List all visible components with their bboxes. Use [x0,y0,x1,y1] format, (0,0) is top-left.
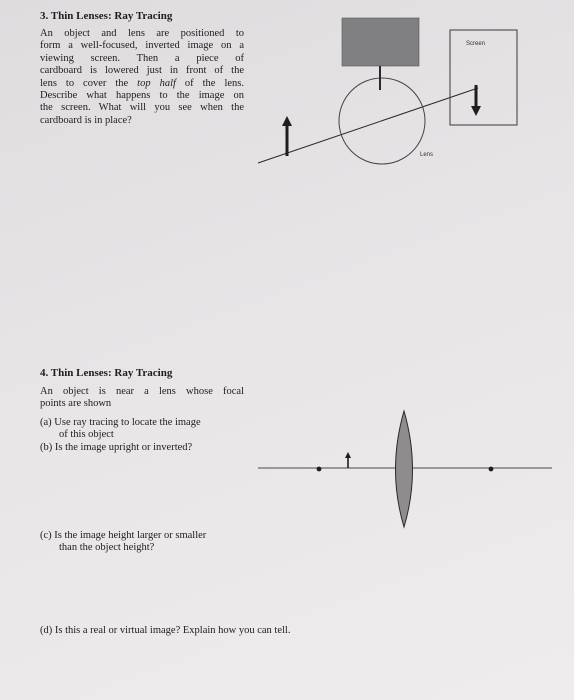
q4-c-line: than the object height? [59,542,155,554]
q3-line: form a well-focused, inverted image on a [40,40,244,52]
q4-title: 4. Thin Lenses: Ray Tracing [40,367,173,379]
q3-line-part: lens to cover the top half of the lens. [40,77,244,89]
q3-diagram [258,18,517,164]
q3-line: Describe what happens to the image on [40,90,244,102]
q3-line: the screen. What will you see when the [40,102,244,114]
screen-label: Screen [466,41,486,47]
q4-d: (d) Is this a real or virtual image? Explain how you can tell. [40,625,291,636]
q3-title: 3. Thin Lenses: Ray Tracing [40,10,173,22]
lens-label: Lens [420,152,434,158]
q3-line: viewing screen. Then a piece of [40,52,244,64]
q4-a-line: (a) Use ray tracing to locate the image [40,416,201,428]
cardboard [342,18,419,66]
q4-a-line: of this object [59,429,114,441]
focal-point-left [317,467,322,472]
q3-line: An object and lens are positioned to [40,28,244,39]
q4-c-line: (c) Is the image height larger or smaller [40,530,207,541]
q4-intro-line: An object is near a lens whose focal [40,386,244,397]
q4-b: (b) Is the image upright or inverted? [40,441,193,453]
q3-line: cardboard is lowered just in front of the [40,65,244,77]
q4-diagram [258,411,552,527]
q3-emphasis: top half [137,77,176,89]
convex-lens [396,411,413,527]
q4-object-arrow-head [345,452,351,458]
q4-intro-line: points are shown [40,398,112,410]
q3-line: cardboard is in place? [40,114,132,126]
image-arrow-head [471,106,481,116]
focal-point-right [489,467,494,472]
object-arrow-head [282,116,292,126]
